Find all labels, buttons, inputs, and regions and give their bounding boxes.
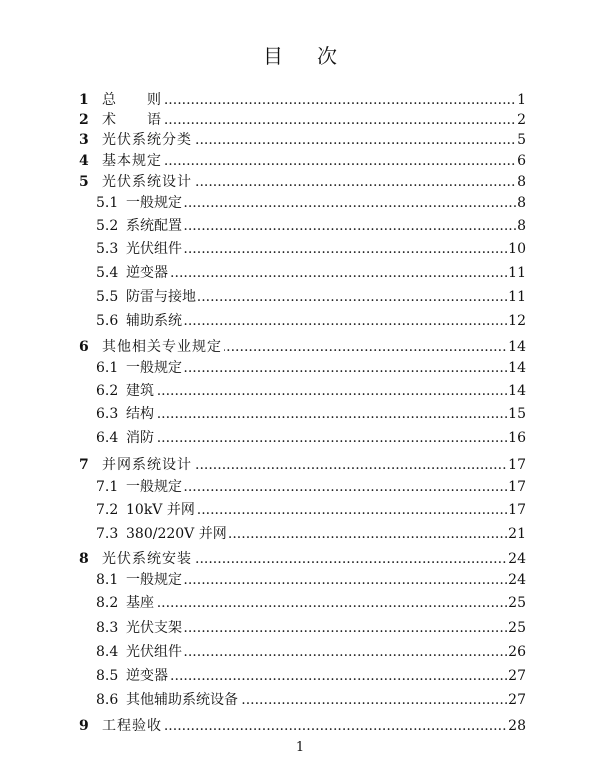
toc-entry-label: 380/220V 并网 (126, 523, 229, 545)
toc-entry-page: 14 (507, 380, 526, 402)
toc-entry-label: 一般规定 (126, 357, 184, 379)
toc-entry[interactable] (0, 403, 600, 425)
toc-entry-page: 14 (507, 357, 526, 379)
toc-entry[interactable] (0, 476, 600, 498)
toc-entry-label: 10kV 并网 (126, 499, 197, 521)
toc-leader-dots (130, 641, 526, 663)
toc-entry-page: 24 (507, 569, 526, 591)
toc-leader-dots (130, 476, 526, 498)
toc-entry-number: 7 (79, 457, 89, 473)
toc-leader-dots (130, 617, 526, 639)
toc-entry[interactable] (0, 592, 600, 614)
toc-entry-number: 6 (79, 339, 89, 355)
toc-leader-dots (130, 238, 526, 260)
toc-entry[interactable] (0, 238, 600, 260)
toc-entry[interactable] (0, 641, 600, 663)
toc-entry[interactable] (0, 129, 600, 151)
toc-entry-label: 系统配置 (126, 215, 184, 237)
toc-entry-page: 8 (516, 215, 526, 237)
toc-leader-dots (130, 569, 526, 591)
toc-entry-number: 4 (79, 153, 89, 169)
toc-entry-page: 17 (507, 454, 526, 476)
toc-entry[interactable] (0, 192, 600, 214)
toc-entry-number: 6.3 (96, 406, 119, 422)
toc-entry-page: 15 (507, 403, 526, 425)
toc-entry-page: 17 (507, 476, 526, 498)
toc-entry[interactable] (0, 357, 600, 379)
toc-entry-page: 12 (507, 310, 526, 332)
toc-entry-number: 5.6 (96, 313, 119, 329)
toc-entry-label: 并网系统设计 (102, 454, 194, 476)
toc-entry-number: 1 (79, 92, 89, 108)
toc-entry-number: 8.2 (96, 595, 119, 611)
toc-entry[interactable] (0, 262, 600, 284)
toc-entry-number: 6.4 (96, 430, 119, 446)
toc-entry-number: 3 (79, 132, 89, 148)
toc-entry[interactable] (0, 523, 600, 545)
toc-entry-number: 7.3 (96, 526, 119, 542)
toc-entry-number: 6.2 (96, 383, 119, 399)
toc-entry-label: 一般规定 (126, 192, 184, 214)
toc-entry-page: 11 (507, 262, 526, 284)
toc-entry[interactable] (0, 617, 600, 639)
toc-entry-number: 5.2 (96, 218, 119, 234)
toc-entry-label: 基本规定 (102, 150, 164, 172)
toc-entry[interactable] (0, 310, 600, 332)
toc-entry-number: 5 (79, 174, 89, 190)
toc-entry-page: 24 (507, 548, 526, 570)
toc-entry-page: 27 (507, 689, 526, 711)
toc-leader-dots (130, 665, 526, 687)
toc-entry[interactable] (0, 454, 600, 476)
toc-leader-dots (130, 357, 526, 379)
toc-entry-page: 26 (507, 641, 526, 663)
toc-entry-label: 其他相关专业规定 (102, 336, 224, 358)
toc-entry-page: 5 (516, 129, 526, 151)
toc-entry-page: 21 (507, 523, 526, 545)
toc-leader-dots (130, 427, 526, 449)
toc-leader-dots (130, 380, 526, 402)
toc-entry[interactable] (0, 427, 600, 449)
toc-leader-dots (106, 109, 526, 131)
toc-entry[interactable] (0, 548, 600, 570)
toc-entry-label: 建筑 (126, 380, 156, 402)
toc-entry-page: 8 (516, 171, 526, 193)
toc-entry-page: 6 (516, 150, 526, 172)
toc-entry-page: 17 (507, 499, 526, 521)
toc-entry-page: 25 (507, 617, 526, 639)
toc-entry-page: 16 (507, 427, 526, 449)
toc-entry-number: 7.2 (96, 502, 119, 518)
toc-entry[interactable] (0, 665, 600, 687)
toc-entry[interactable] (0, 715, 600, 737)
toc-entry[interactable] (0, 499, 600, 521)
toc-leader-dots (130, 192, 526, 214)
toc-leader-dots (106, 89, 526, 111)
toc-leader-dots (106, 715, 526, 737)
toc-leader-dots (130, 403, 526, 425)
toc-entry-number: 9 (79, 718, 89, 734)
toc-entry-number: 2 (79, 112, 89, 128)
toc-entry[interactable] (0, 150, 600, 172)
toc-entry-page: 27 (507, 665, 526, 687)
toc-entry-label: 辅助系统 (126, 310, 184, 332)
toc-leader-dots (106, 150, 526, 172)
toc-entry[interactable] (0, 286, 600, 308)
toc-entry-number: 5.3 (96, 241, 119, 257)
toc-entry[interactable] (0, 336, 600, 358)
page-number: 1 (295, 740, 305, 755)
toc-entry-label: 一般规定 (126, 569, 184, 591)
toc-entry-label: 光伏系统设计 (102, 171, 194, 193)
toc-entry[interactable] (0, 689, 600, 711)
toc-entry-number: 8.3 (96, 620, 119, 636)
toc-entry-number: 8 (79, 551, 89, 567)
toc-entry-number: 8.6 (96, 692, 119, 708)
toc-entry-label: 防雷与接地 (126, 286, 198, 308)
toc-entry-number: 5.4 (96, 265, 119, 281)
toc-entry-label: 光伏系统安装 (102, 548, 194, 570)
toc-entry-page: 1 (516, 89, 526, 111)
toc-entry-label: 术 语 (102, 109, 164, 131)
title-char-2: 次 (317, 44, 337, 68)
toc-entry[interactable] (0, 215, 600, 237)
toc-entry-number: 8.1 (96, 572, 119, 588)
toc-leader-dots (130, 262, 526, 284)
toc-entry-page: 28 (507, 715, 526, 737)
toc-entry-page: 2 (516, 109, 526, 131)
toc-entry-number: 7.1 (96, 479, 119, 495)
toc-entry-page: 10 (507, 238, 526, 260)
toc-entry-label: 工程验收 (102, 715, 164, 737)
toc-entry-page: 8 (516, 192, 526, 214)
toc-entry-label: 基座 (126, 592, 156, 614)
toc-entry-page: 25 (507, 592, 526, 614)
toc-entry-label: 一般规定 (126, 476, 184, 498)
toc-entry-label: 消防 (126, 427, 156, 449)
toc-entry-label: 逆变器 (126, 262, 170, 284)
toc-entry-label: 总 则 (102, 89, 164, 111)
toc-entry-label: 光伏组件 (126, 641, 184, 663)
toc-entry-number: 8.5 (96, 668, 119, 684)
toc-entry-number: 8.4 (96, 644, 119, 660)
toc-entry[interactable] (0, 109, 600, 131)
toc-entry-label: 结构 (126, 403, 156, 425)
toc-entry-label: 光伏系统分类 (102, 129, 194, 151)
toc-leader-dots (130, 215, 526, 237)
toc-entry[interactable] (0, 171, 600, 193)
toc-entry-number: 6.1 (96, 360, 119, 376)
toc-entry-label: 其他辅助系统设备 (126, 689, 240, 711)
toc-entry[interactable] (0, 569, 600, 591)
toc-entry-label: 光伏组件 (126, 238, 184, 260)
title-char-1: 目 (263, 44, 283, 68)
toc-leader-dots (130, 592, 526, 614)
toc-entry-page: 11 (507, 286, 526, 308)
toc-entry-label: 逆变器 (126, 665, 170, 687)
toc-leader-dots (130, 310, 526, 332)
toc-entry[interactable] (0, 89, 600, 111)
toc-entry-label: 光伏支架 (126, 617, 184, 639)
toc-entry-number: 5.5 (96, 289, 119, 305)
toc-entry-page: 14 (507, 336, 526, 358)
toc-entry-number: 5.1 (96, 195, 119, 211)
toc-entry[interactable] (0, 380, 600, 402)
